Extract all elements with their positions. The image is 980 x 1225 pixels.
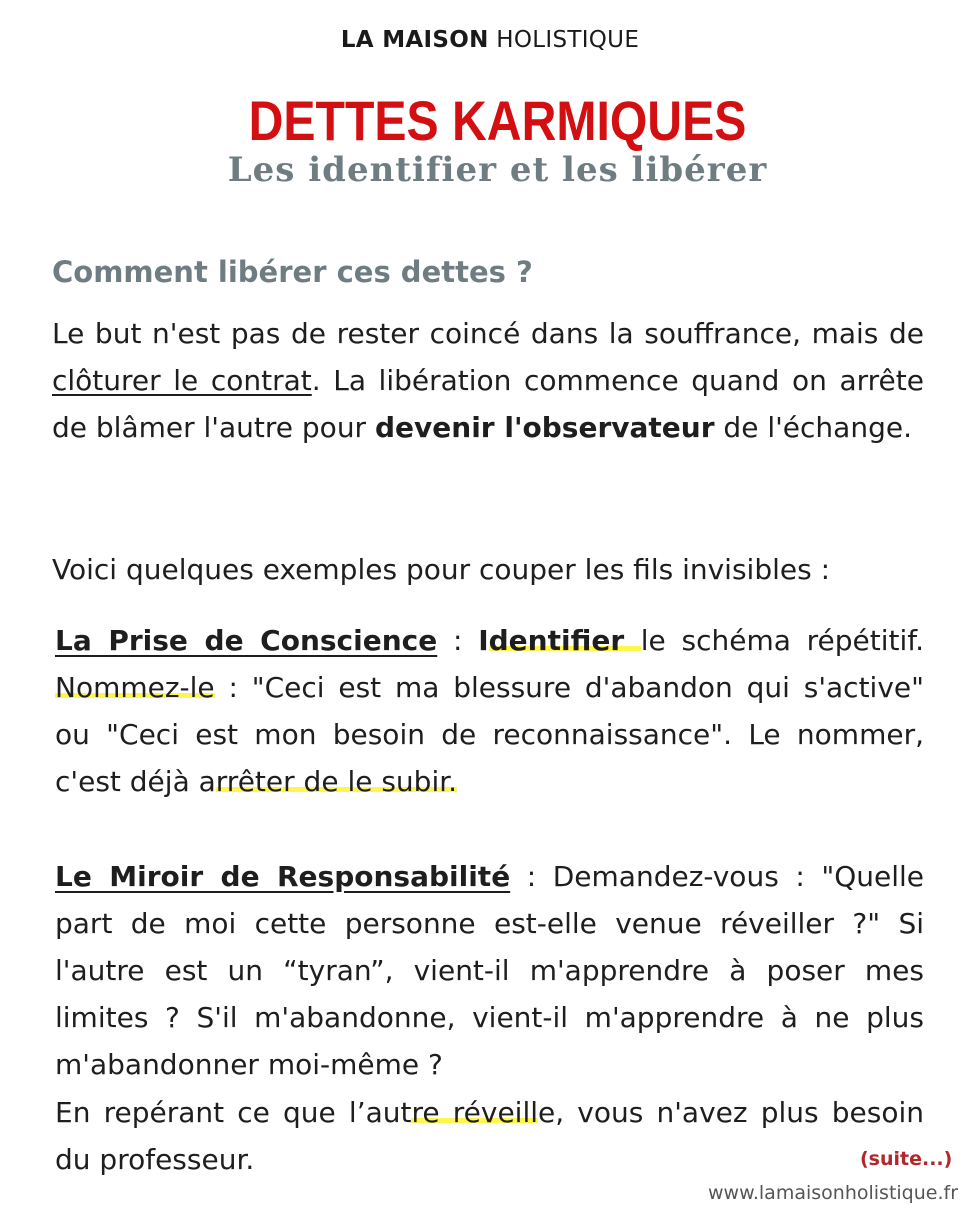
page-subtitle: Les identifier et les libérer: [227, 150, 768, 190]
item2-text: : Demandez-vous : "Quelle part de moi cette personne est-elle venue réveiller ?" Si l'autre est un “tyran”, vient-il m'apprendre à poser mes limites ? S'il m'abandonne, vient-il m'apprendre à ne plus m'abandonner moi-même ?: [55, 860, 924, 1081]
item1-sep: :: [437, 624, 479, 657]
brand-logo: [0, 27, 980, 53]
item1-label: La Prise de Conscience: [55, 624, 438, 657]
intro-underlined: clôturer le contrat: [52, 364, 312, 397]
item1-bold: I: [478, 624, 489, 657]
intro-bold: devenir l'observateur: [374, 411, 715, 444]
examples-intro: Voici quelques exemples pour couper les fils invisibles :: [52, 553, 831, 586]
closing-highlight: re réveill: [411, 1096, 539, 1129]
item-miroir-de-responsabilite: [55, 853, 924, 1088]
item1-text-1: le schéma répétitif.: [640, 624, 924, 657]
page-title: DETTES KARMIQUES: [248, 89, 747, 152]
item1-highlight-2: Nommez-le: [55, 671, 215, 704]
brand-name-light: HOLISTIQUE: [496, 27, 640, 53]
closing-text-1: En repérant ce que l’aut: [55, 1096, 412, 1129]
item2-label: Le Miroir de Responsabilité: [55, 860, 511, 893]
intro-text-2: . La libération commence quand on arrête de blâmer l'autre pour: [52, 364, 924, 444]
website-url: www.lamaisonholistique.fr: [707, 1182, 958, 1204]
brand-name-bold: LA MAISON: [340, 27, 489, 53]
item1-highlight-3: rrêter de le subir.: [215, 765, 458, 798]
item1-text-2: : "Ceci est ma blessure d'abandon qui s'active" ou "Ceci est mon besoin de reconnaissance". Le nommer, c'est déjà a: [55, 671, 924, 798]
intro-text-1: Le but n'est pas de rester coincé dans la souffrance, mais de: [52, 317, 924, 350]
closing-paragraph: [55, 1089, 924, 1183]
intro-paragraph: [52, 310, 924, 451]
item1-highlight-1: dentifier: [488, 624, 641, 657]
continued-label: (suite...): [860, 1148, 953, 1170]
intro-text-3: de l'échange.: [714, 411, 912, 444]
section-heading: Comment libérer ces dettes ?: [52, 255, 533, 289]
item-prise-de-conscience: [55, 617, 924, 805]
closing-text-2: e, vous n'avez plus besoin du professeur.: [55, 1096, 924, 1176]
